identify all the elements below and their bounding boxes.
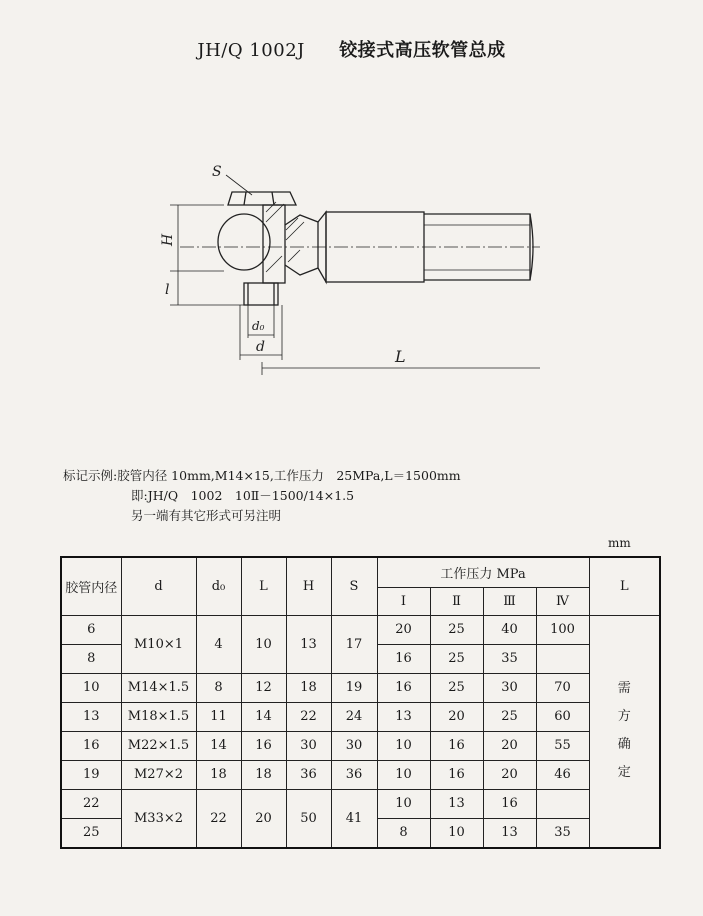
cell-p2: 25: [430, 644, 483, 673]
table-row: [61, 731, 660, 760]
cell-p2: 20: [430, 702, 483, 731]
marking-example-line: 标记示例:胶管内径 10mm,M14×15,工作压力 25MPa,L＝1500mm: [63, 468, 461, 483]
cell-p3: 30: [483, 673, 536, 702]
cell-d: M22×1.5: [121, 731, 196, 760]
cell-p1: 16: [377, 673, 430, 702]
standard-code: JH/Q 1002J: [197, 40, 305, 61]
table-row: [61, 673, 660, 702]
cell-d0: 8: [196, 673, 241, 702]
cell-p4: 35: [536, 818, 589, 848]
cell-p1: 10: [377, 789, 430, 818]
header-L: L: [241, 557, 286, 615]
cell-p4: 70: [536, 673, 589, 702]
label-d0: d₀: [252, 319, 265, 333]
cell-S: 24: [331, 702, 377, 731]
hose-assembly-drawing: [0, 150, 703, 390]
cell-p3: 20: [483, 731, 536, 760]
cell-bore: 6: [61, 615, 121, 644]
cell-p3: 35: [483, 644, 536, 673]
thread-shape: [244, 283, 278, 305]
header-d: d: [121, 557, 196, 615]
cell-d: M14×1.5: [121, 673, 196, 702]
label-l-small: l: [165, 282, 170, 298]
header-H: H: [286, 557, 331, 615]
header-p3: Ⅲ: [483, 587, 536, 615]
cell-p1: 10: [377, 760, 430, 789]
table-row: [61, 615, 660, 644]
cell-p1: 16: [377, 644, 430, 673]
table-row: [61, 702, 660, 731]
cell-p4: 46: [536, 760, 589, 789]
cell-L: 16: [241, 731, 286, 760]
cell-d0: 22: [196, 789, 241, 848]
cell-H: 36: [286, 760, 331, 789]
spec-table: [60, 556, 661, 849]
cell-p4: 55: [536, 731, 589, 760]
cell-p2: 13: [430, 789, 483, 818]
cell-p3: 16: [483, 789, 536, 818]
cell-d: M33×2: [121, 789, 196, 848]
table-row: [61, 760, 660, 789]
marking-code-line: 即:JH/Q 1002 10Ⅱ－1500/14×1.5: [131, 488, 355, 503]
table-row: [61, 789, 660, 818]
cell-bore: 25: [61, 818, 121, 848]
banjo-body-shape: [218, 214, 270, 270]
cell-L: 20: [241, 789, 286, 848]
standard-name: 铰接式高压软管总成: [339, 40, 506, 61]
l-note-char: 需: [617, 681, 631, 697]
cell-H: 18: [286, 673, 331, 702]
cell-p4: 100: [536, 615, 589, 644]
cell-p4: [536, 644, 589, 673]
cell-p2: 16: [430, 760, 483, 789]
cell-bore: 8: [61, 644, 121, 673]
header-p1: Ⅰ: [377, 587, 430, 615]
cell-bore: 19: [61, 760, 121, 789]
label-L: L: [395, 347, 406, 366]
header-p4: Ⅳ: [536, 587, 589, 615]
cell-bore: 22: [61, 789, 121, 818]
cell-p2: 16: [430, 731, 483, 760]
cell-p3: 13: [483, 818, 536, 848]
cell-L: 10: [241, 615, 286, 673]
document-title: [0, 36, 703, 62]
l-note-char: 方: [617, 709, 631, 725]
cell-p3: 20: [483, 760, 536, 789]
cell-bore: 13: [61, 702, 121, 731]
header-p2: Ⅱ: [430, 587, 483, 615]
cell-d0: 18: [196, 760, 241, 789]
cell-bore: 16: [61, 731, 121, 760]
cell-H: 50: [286, 789, 331, 848]
label-s: S: [212, 164, 222, 180]
cell-S: 41: [331, 789, 377, 848]
cell-H: 13: [286, 615, 331, 673]
cell-p3: 40: [483, 615, 536, 644]
cell-p4: [536, 789, 589, 818]
l-note-char: 确: [617, 737, 631, 753]
label-d: d: [256, 339, 265, 355]
cell-d0: 4: [196, 615, 241, 673]
cell-bore: 10: [61, 673, 121, 702]
cell-p1: 20: [377, 615, 430, 644]
header-S: S: [331, 557, 377, 615]
cell-p2: 25: [430, 615, 483, 644]
cell-p1: 8: [377, 818, 430, 848]
marking-remark-line: 另一端有其它形式可另注明: [131, 508, 282, 523]
header-bore: 胶管内径: [61, 557, 121, 615]
label-h: H: [160, 233, 176, 246]
cell-d: M27×2: [121, 760, 196, 789]
header-L-total: L: [589, 557, 660, 615]
marking-example: [63, 466, 461, 526]
cell-H: 22: [286, 702, 331, 731]
hex-nut-shape: [228, 192, 296, 205]
l-note-char: 定: [617, 765, 631, 781]
cell-p3: 25: [483, 702, 536, 731]
cell-p2: 10: [430, 818, 483, 848]
header-pressure: 工作压力 MPa: [377, 557, 589, 587]
cell-L: 12: [241, 673, 286, 702]
cell-d: M10×1: [121, 615, 196, 673]
cell-L: 18: [241, 760, 286, 789]
header-d0: d₀: [196, 557, 241, 615]
cell-L-note: [589, 615, 660, 848]
cell-p1: 13: [377, 702, 430, 731]
cell-S: 19: [331, 673, 377, 702]
cell-S: 30: [331, 731, 377, 760]
cell-S: 36: [331, 760, 377, 789]
cell-S: 17: [331, 615, 377, 673]
unit-label: mm: [608, 536, 631, 550]
cell-H: 30: [286, 731, 331, 760]
cell-p1: 10: [377, 731, 430, 760]
cell-p2: 25: [430, 673, 483, 702]
cell-d0: 14: [196, 731, 241, 760]
cell-d0: 11: [196, 702, 241, 731]
cell-d: M18×1.5: [121, 702, 196, 731]
cell-L: 14: [241, 702, 286, 731]
cell-p4: 60: [536, 702, 589, 731]
